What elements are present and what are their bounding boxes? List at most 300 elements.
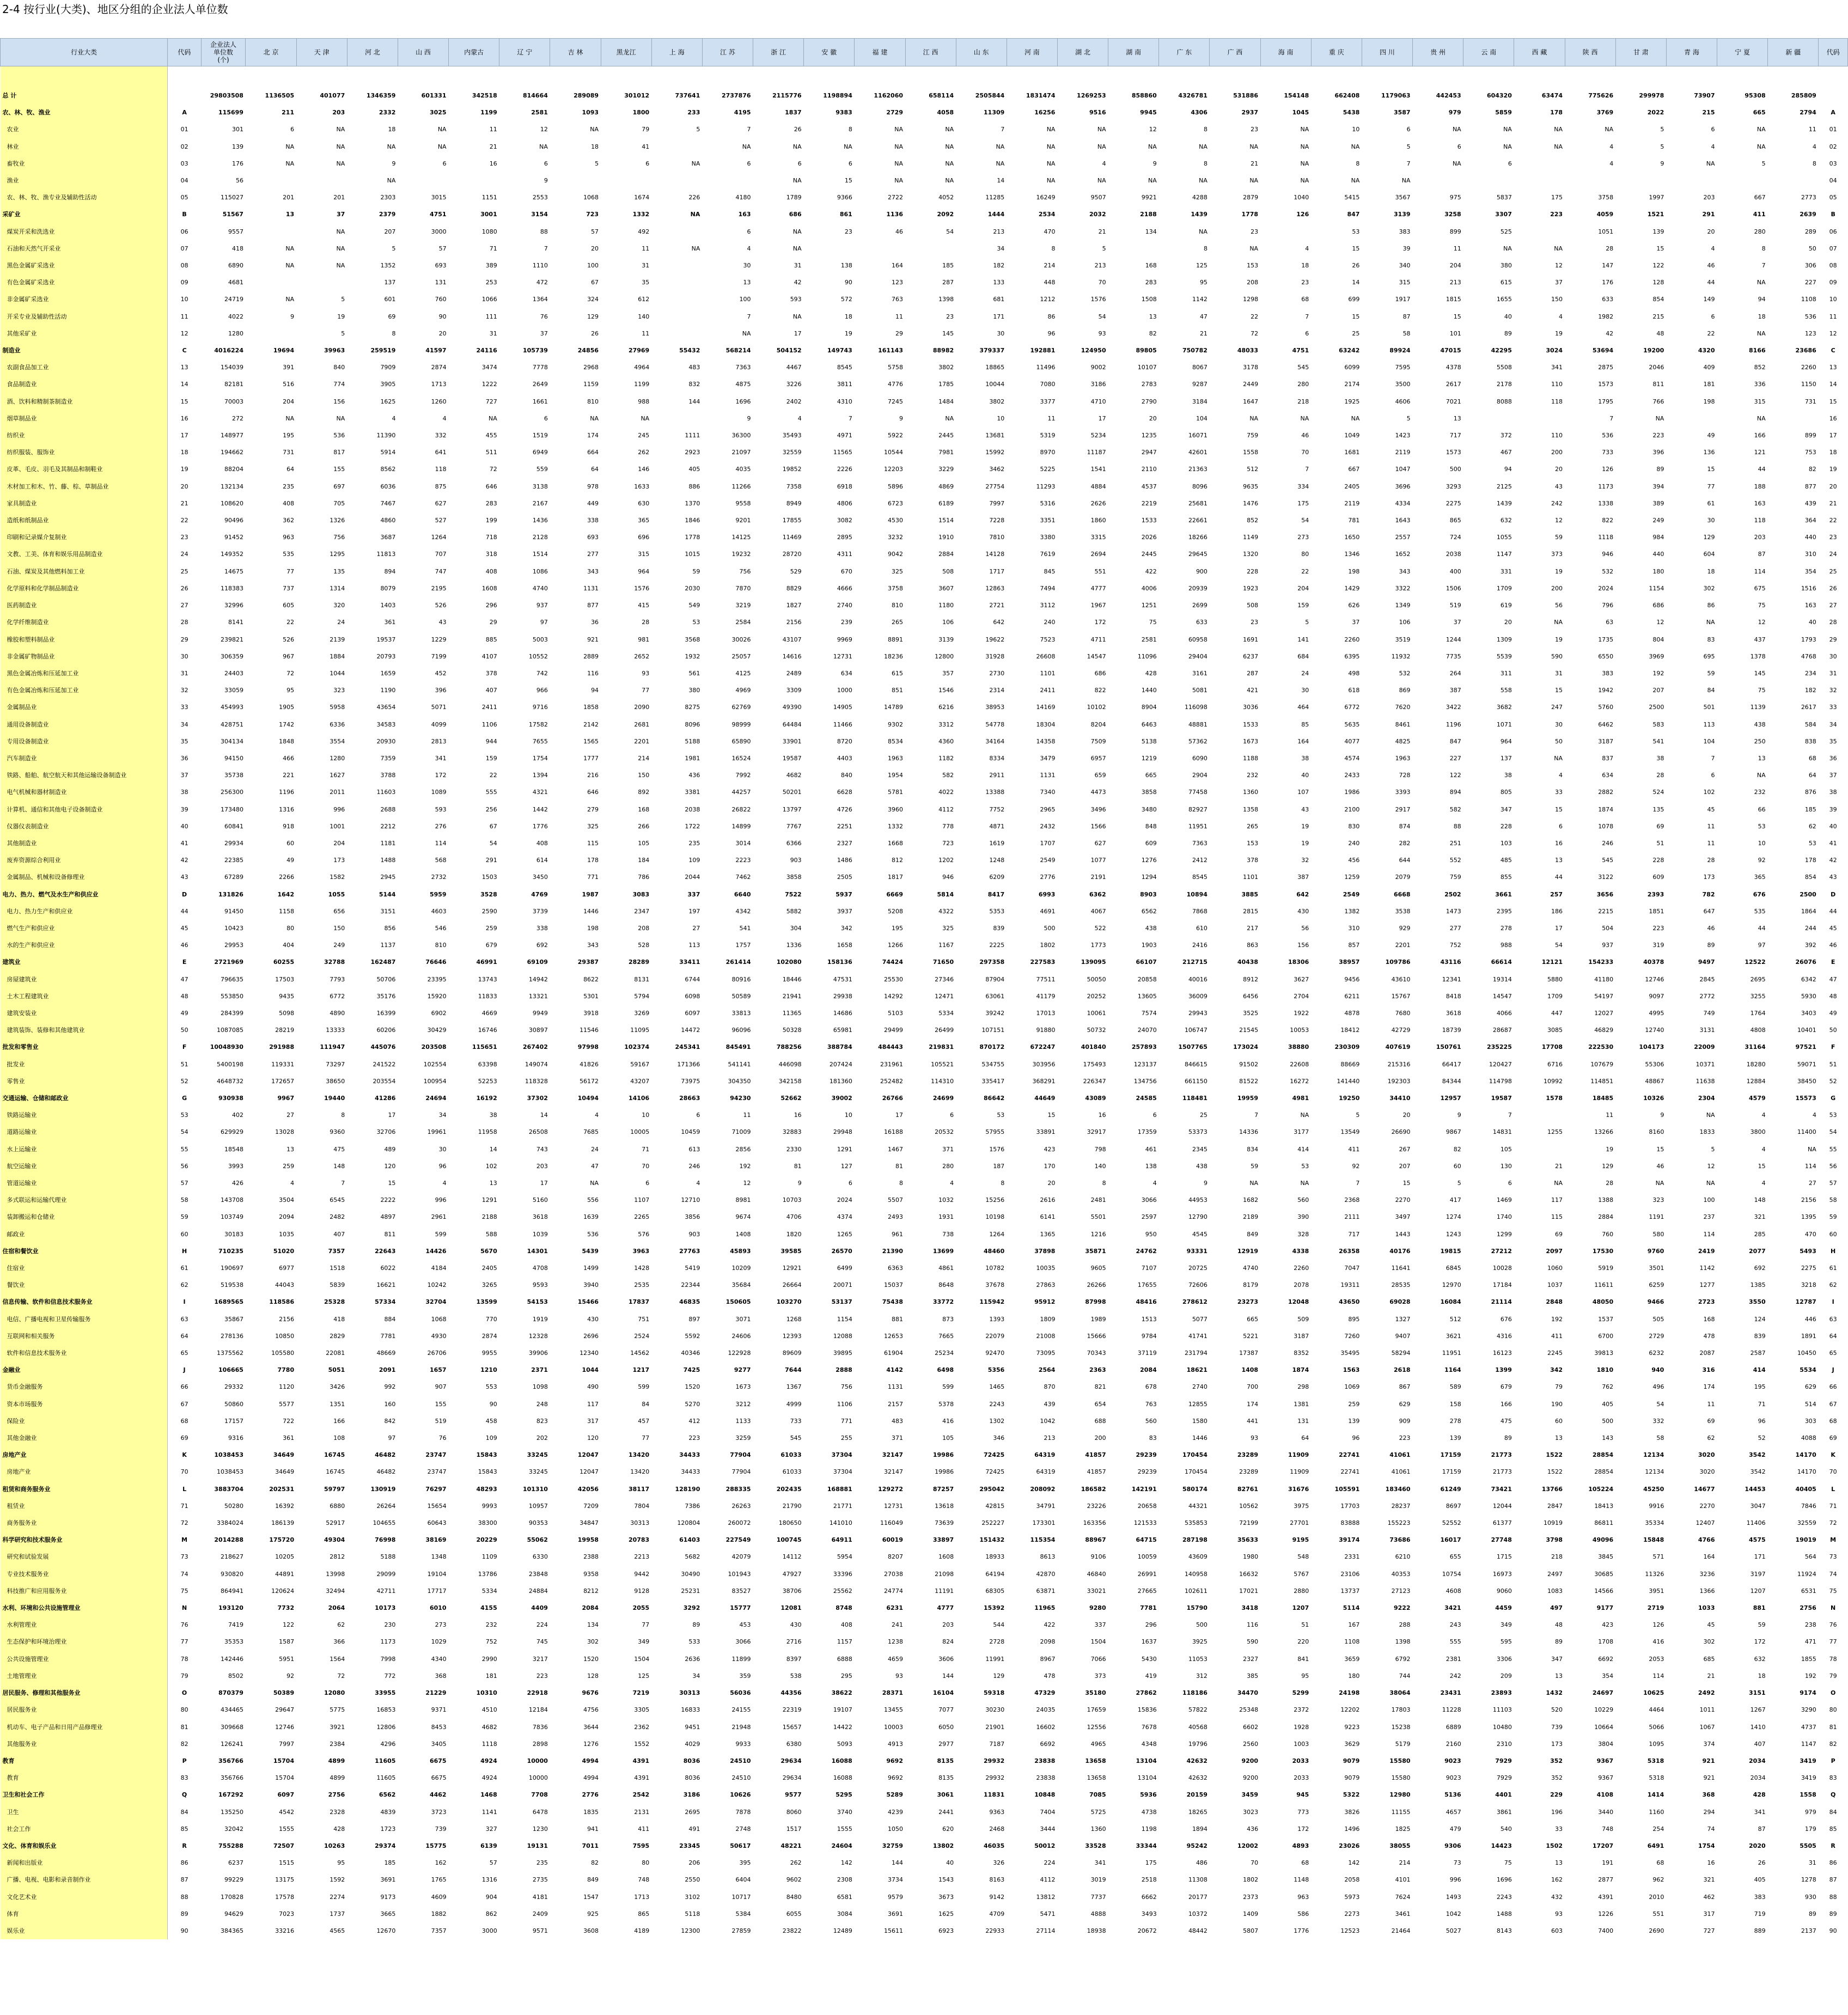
value-cell: 15 — [1402, 1180, 1411, 1187]
value-cell: 206 — [688, 1859, 700, 1867]
value-cell: 46035 — [984, 1842, 1005, 1849]
value-cell: 29948 — [833, 1128, 852, 1136]
value-cell: 497 — [1550, 1604, 1563, 1612]
value-cell: 9195 — [1292, 1536, 1309, 1544]
value-cell: 679 — [1500, 1383, 1512, 1391]
value-cell: 3739 — [532, 907, 548, 915]
value-cell: 59 — [692, 567, 700, 575]
value-cell: 33344 — [1136, 1842, 1157, 1849]
value-cell: 19959 — [1237, 1094, 1259, 1102]
value-cell: 196 — [1551, 1808, 1563, 1816]
value-cell: 10053 — [1290, 1027, 1309, 1034]
value-cell: 44356 — [780, 1689, 802, 1697]
value-cell: 10754 — [1442, 1570, 1461, 1578]
value-cell: 496 — [1652, 1383, 1664, 1391]
value-cell: 5635 — [1344, 720, 1360, 728]
value-cell: 489 — [384, 1145, 396, 1153]
value-cell: 2405 — [481, 1265, 497, 1272]
value-cell: 150605 — [725, 1298, 751, 1306]
value-cell: 104 — [1196, 414, 1207, 422]
value-cell: 9692 — [888, 1774, 903, 1782]
header-code-right: 代码 — [1819, 39, 1848, 66]
industry-name-cell: 农业 — [1, 121, 168, 138]
value-cell — [601, 172, 651, 189]
value-cell: 629 — [1399, 1400, 1411, 1408]
value-cell: 5882 — [786, 907, 802, 915]
value-cell: 378 — [1247, 857, 1259, 864]
value-cell: 29932 — [984, 1757, 1005, 1764]
value-cell: 223 — [536, 1672, 548, 1680]
value-cell: 219831 — [929, 1043, 954, 1051]
value-cell: 4 — [1761, 1145, 1766, 1153]
value-cell: 26991 — [1137, 1570, 1157, 1578]
value-cell: 34 — [997, 245, 1005, 252]
value-cell: 848 — [1145, 822, 1157, 830]
value-cell: 4006 — [1141, 584, 1157, 592]
value-cell: 120 — [384, 1162, 396, 1170]
value-cell: 35334 — [1645, 1519, 1664, 1527]
value-cell: 95 — [286, 687, 295, 694]
value-cell: 727 — [1703, 1927, 1715, 1934]
value-cell: 2649 — [532, 381, 548, 388]
value-cell: 590 — [1551, 652, 1563, 660]
value-cell: 5775 — [330, 1706, 345, 1714]
value-cell: 408 — [485, 567, 497, 575]
value-cell: 447 — [1551, 1009, 1563, 1017]
value-cell: 627 — [1094, 839, 1106, 847]
value-cell: 9945 — [1140, 109, 1157, 117]
value-cell: 69 — [1555, 1230, 1563, 1238]
value-cell: 2160 — [1446, 1740, 1461, 1748]
value-cell: 8967 — [1040, 1655, 1056, 1663]
value-cell: 5 — [696, 126, 700, 133]
value-cell: 1365 — [1040, 1230, 1056, 1238]
value-cell: 411 — [1551, 1332, 1563, 1340]
value-cell: 16 — [1707, 1859, 1715, 1867]
value-cell: 4464 — [1649, 1706, 1664, 1714]
value-cell: 19131 — [527, 1842, 548, 1849]
value-cell: 11469 — [782, 534, 802, 541]
value-cell: 2078 — [1294, 1281, 1309, 1289]
industry-name-cell: 水上运输业 — [1, 1141, 168, 1158]
code-cell-right: 75 — [1829, 1587, 1837, 1595]
value-cell: 3422 — [1446, 704, 1461, 711]
industry-name-cell: 研究和试验发展 — [1, 1548, 168, 1565]
value-cell: 13786 — [478, 1570, 497, 1578]
value-cell: 508 — [1247, 602, 1259, 609]
value-cell: 1468 — [480, 1791, 497, 1799]
value-cell: 1633 — [634, 483, 650, 490]
value-cell: 16249 — [1036, 194, 1056, 202]
code-cell-right: 30 — [1829, 652, 1837, 660]
value-cell: 409 — [1703, 364, 1715, 371]
value-cell: 7804 — [634, 1502, 650, 1510]
value-cell: 332 — [435, 432, 447, 439]
value-cell: 555 — [1449, 1638, 1461, 1646]
value-cell: 172657 — [271, 1077, 295, 1085]
value-cell: 341 — [435, 754, 447, 762]
value-cell: 326 — [993, 1859, 1005, 1867]
value-cell: 12855 — [1188, 1400, 1207, 1408]
industry-name-cell: 电力、热力生产和供应业 — [1, 903, 168, 920]
value-cell: 2303 — [380, 194, 396, 202]
value-cell: 12746 — [275, 1723, 295, 1731]
value-cell: 383 — [1754, 1893, 1766, 1901]
total-value-cell: 454993 — [220, 704, 243, 711]
value-cell: 1467 — [888, 1145, 903, 1153]
value-cell: 30429 — [427, 1027, 447, 1034]
table-row — [1, 1141, 1848, 1158]
code-cell: 58 — [168, 1192, 201, 1208]
value-cell: 548 — [1297, 1553, 1309, 1561]
value-cell: 23345 — [679, 1842, 700, 1849]
value-cell: 5081 — [1192, 687, 1207, 694]
table-row — [1, 427, 1848, 444]
value-cell: 7929 — [1496, 1774, 1512, 1782]
value-cell: 53 — [1758, 822, 1766, 830]
value-cell: NA — [742, 143, 751, 150]
value-cell: 150 — [333, 924, 345, 932]
value-cell: 438 — [1196, 1162, 1207, 1170]
total-value-cell: 301 — [231, 126, 243, 133]
value-cell: 140 — [638, 313, 650, 320]
industry-name-cell: 其他金融业 — [1, 1430, 168, 1446]
value-cell: 30 — [743, 262, 751, 270]
value-cell: 46 — [1707, 924, 1715, 932]
value-cell: 5356 — [987, 1366, 1005, 1374]
value-cell: 63474 — [1541, 92, 1563, 99]
value-cell: 1398 — [1395, 1638, 1411, 1646]
value-cell: 5781 — [888, 789, 903, 796]
value-cell: 642 — [1296, 890, 1309, 898]
value-cell: 1360 — [1243, 789, 1259, 796]
value-cell: 394 — [1652, 483, 1664, 490]
value-cell: 718 — [485, 534, 497, 541]
value-cell: 48221 — [780, 1842, 802, 1849]
industry-name-cell: 水利、环境和公共设施管理业 — [1, 1599, 168, 1616]
value-cell: 6562 — [379, 1791, 396, 1799]
value-cell: 3788 — [380, 772, 396, 779]
value-cell: 13420 — [628, 1451, 650, 1459]
value-cell: 6237 — [1243, 652, 1259, 660]
value-cell: 967 — [283, 652, 295, 660]
value-cell: 10626 — [730, 1791, 751, 1799]
value-cell: 61403 — [679, 1536, 700, 1544]
value-cell: 209 — [1500, 1672, 1512, 1680]
value-cell: 10173 — [375, 1604, 396, 1612]
code-cell-right: 69 — [1829, 1434, 1837, 1442]
value-cell: 64319 — [1036, 1468, 1056, 1476]
header-code: 代码 — [168, 39, 201, 66]
value-cell: 32706 — [376, 1128, 396, 1136]
value-cell: 26076 — [1795, 958, 1816, 966]
value-cell: 61904 — [884, 1350, 903, 1357]
value-cell: 207424 — [829, 1060, 852, 1068]
value-cell: 118 — [1754, 517, 1766, 524]
value-cell: 7209 — [583, 1502, 599, 1510]
value-cell: NA — [894, 177, 903, 185]
value-cell: 996 — [333, 805, 345, 813]
value-cell: 8179 — [1243, 1281, 1259, 1289]
value-cell: 5289 — [886, 1791, 903, 1799]
value-cell: 3312 — [938, 720, 954, 728]
value-cell: 282 — [1399, 839, 1411, 847]
value-cell: 1740 — [1496, 1213, 1512, 1221]
value-cell: 1855 — [1801, 1655, 1816, 1663]
value-cell: 6 — [848, 160, 852, 167]
value-cell: 1465 — [989, 1383, 1005, 1391]
value-cell: 303956 — [1032, 1060, 1056, 1068]
value-cell: 615 — [892, 669, 903, 677]
header-row — [1, 39, 1848, 66]
value-cell: 343 — [587, 942, 599, 949]
code-cell: 25 — [168, 563, 201, 580]
header-region: 浙 江 — [753, 39, 804, 66]
value-cell: 9916 — [1649, 1502, 1664, 1510]
industry-name-cell: 煤炭开采和洗选业 — [1, 223, 168, 240]
value-cell: 12047 — [580, 1468, 599, 1476]
value-cell: 2034 — [1749, 1757, 1766, 1764]
value-cell: NA — [1756, 329, 1766, 337]
code-cell-right: 86 — [1829, 1859, 1837, 1867]
value-cell: 10371 — [1695, 1060, 1715, 1068]
value-cell: 1874 — [1598, 805, 1614, 813]
value-cell: 97521 — [1795, 1043, 1816, 1051]
value-cell: NA — [792, 228, 802, 235]
value-cell: 2260 — [1294, 1265, 1309, 1272]
header-region: 广 西 — [1210, 39, 1260, 66]
value-cell: 4316 — [1496, 1332, 1512, 1340]
value-cell: 1715 — [1496, 1553, 1512, 1561]
value-cell: 12002 — [1237, 1842, 1259, 1849]
value-cell: 3627 — [1294, 975, 1309, 983]
value-cell: 63242 — [1339, 347, 1360, 355]
value-cell: 15 — [1656, 1145, 1664, 1153]
value-cell: 2079 — [1395, 874, 1411, 881]
value-cell: 158136 — [827, 958, 852, 966]
value-cell: 111947 — [320, 1043, 345, 1051]
value-cell: 15704 — [275, 1774, 295, 1782]
value-cell: 176 — [1602, 279, 1614, 286]
value-cell: 16256 — [1034, 109, 1056, 117]
value-cell: 546 — [435, 924, 447, 932]
value-cell: 134 — [587, 1621, 599, 1629]
value-cell: 1346 — [1344, 551, 1360, 558]
value-cell: 10894 — [1186, 890, 1207, 898]
code-cell-right: 23 — [1829, 534, 1837, 541]
value-cell: 52552 — [1442, 1519, 1461, 1527]
value-cell: 19958 — [577, 1536, 599, 1544]
value-cell: 59167 — [630, 1060, 650, 1068]
value-cell: 102 — [485, 1162, 497, 1170]
value-cell: 5415 — [1344, 194, 1360, 202]
value-cell: 10703 — [782, 1196, 802, 1204]
value-cell: 1039 — [532, 1230, 548, 1238]
value-cell: 45 — [1707, 805, 1715, 813]
value-cell: 984 — [1652, 534, 1664, 541]
value-cell: 4682 — [481, 1723, 497, 1731]
value-cell: 17013 — [1036, 1009, 1056, 1017]
value-cell: 405 — [1602, 1400, 1614, 1408]
value-cell: 32147 — [884, 1468, 903, 1476]
value-cell: 15392 — [984, 1604, 1005, 1612]
code-cell-right: 53 — [1829, 1112, 1837, 1119]
value-cell: 724 — [1449, 534, 1461, 541]
code-cell-right: 17 — [1829, 432, 1837, 439]
value-cell: 1848 — [279, 737, 295, 745]
value-cell: 6628 — [837, 789, 852, 796]
value-cell: 4808 — [1750, 1027, 1766, 1034]
value-cell: NA — [1756, 143, 1766, 150]
value-cell: 3618 — [1446, 1009, 1461, 1017]
code-cell: 39 — [168, 801, 201, 818]
value-cell: 3259 — [735, 1434, 751, 1442]
value-cell: 19 — [1606, 1145, 1614, 1153]
value-cell: 115651 — [472, 1043, 497, 1051]
code-cell: 60 — [168, 1226, 201, 1243]
value-cell: 93331 — [1186, 1247, 1207, 1255]
value-cell: 2331 — [1344, 1553, 1360, 1561]
value-cell: 811 — [1652, 381, 1664, 388]
value-cell: 33891 — [1036, 1128, 1056, 1136]
value-cell: 7085 — [1089, 1791, 1106, 1799]
value-cell: 217 — [1247, 924, 1259, 932]
value-cell: 1661 — [532, 398, 548, 405]
value-cell: 18739 — [1442, 1027, 1461, 1034]
value-cell: 85 — [1301, 720, 1309, 728]
value-cell: 72507 — [273, 1842, 295, 1849]
value-cell: 12556 — [1087, 1723, 1106, 1731]
value-cell: 116049 — [880, 1519, 903, 1527]
value-cell: 54 — [1555, 942, 1563, 949]
value-cell: 1408 — [1241, 1366, 1259, 1374]
total-value-cell: 91450 — [224, 907, 243, 915]
value-cell: 39813 — [1594, 1350, 1614, 1357]
value-cell: 1446 — [583, 907, 599, 915]
value-cell: NA — [1046, 126, 1056, 133]
value-cell: 11605 — [375, 1757, 396, 1764]
value-cell: 89 — [1808, 1910, 1816, 1918]
value-cell: 115942 — [979, 1298, 1005, 1306]
value-cell: 52917 — [326, 1519, 345, 1527]
value-cell: 4338 — [1292, 1247, 1309, 1255]
value-cell: 2961 — [431, 1213, 447, 1221]
value-cell: 129 — [1602, 1162, 1614, 1170]
value-cell: 13321 — [528, 992, 548, 1000]
table-row-section — [1, 1531, 1848, 1548]
value-cell: 27212 — [1491, 1247, 1512, 1255]
value-cell: 870172 — [979, 1043, 1005, 1051]
value-cell: 6 — [544, 160, 548, 167]
value-cell: 257893 — [1131, 1043, 1157, 1051]
value-cell: 137 — [1500, 754, 1512, 762]
value-cell: 4391 — [634, 1774, 650, 1782]
code-cell: G — [168, 1090, 201, 1107]
value-cell: NA — [996, 160, 1005, 167]
value-cell: 7245 — [888, 398, 903, 405]
value-cell: 719 — [1754, 1910, 1766, 1918]
value-cell: 197 — [688, 907, 700, 915]
value-cell: 2626 — [1090, 499, 1106, 507]
value-cell: 172 — [435, 772, 447, 779]
value-cell: 37 — [1453, 619, 1461, 626]
value-cell: 4965 — [1090, 1740, 1106, 1748]
value-cell: 551 — [1652, 1910, 1664, 1918]
value-cell: 6330 — [532, 1553, 548, 1561]
value-cell: 136 — [1703, 449, 1715, 456]
value-cell: 30313 — [630, 1519, 650, 1527]
value-cell: 222530 — [1588, 1043, 1614, 1051]
value-cell: 595 — [1500, 1638, 1512, 1646]
total-value-cell: 1038453 — [216, 1468, 243, 1476]
value-cell: 260072 — [728, 1519, 751, 1527]
value-cell: 921 — [587, 636, 599, 643]
value-cell: 2125 — [1496, 483, 1512, 490]
value-cell: 4391 — [632, 1757, 650, 1764]
value-cell: 2226 — [837, 466, 852, 473]
code-cell: D — [168, 886, 201, 903]
value-cell: 549 — [688, 602, 700, 609]
value-cell: 1802 — [1040, 942, 1056, 949]
value-cell: 1619 — [989, 839, 1005, 847]
value-cell: 2590 — [481, 907, 497, 915]
value-cell — [1565, 172, 1615, 189]
value-cell: 2721 — [989, 602, 1005, 609]
value-cell: 25 — [1352, 329, 1360, 337]
code-cell: 44 — [168, 903, 201, 920]
value-cell: 7998 — [380, 1655, 396, 1663]
value-cell: 2087 — [1699, 1350, 1715, 1357]
value-cell: 41179 — [1036, 992, 1056, 1000]
value-cell: 26358 — [1339, 1247, 1360, 1255]
value-cell: 250 — [1754, 737, 1766, 745]
value-cell: 5577 — [279, 1400, 295, 1408]
value-cell: 534755 — [981, 1060, 1005, 1068]
value-cell: 103270 — [776, 1298, 802, 1306]
value-cell: 75438 — [882, 1298, 903, 1306]
value-cell: 4099 — [431, 720, 447, 728]
value-cell: 3019 — [1090, 1876, 1106, 1884]
value-cell: 49096 — [1592, 1536, 1614, 1544]
value-cell: 609 — [1145, 839, 1157, 847]
value-cell: 428 — [1145, 669, 1157, 677]
value-cell: 11638 — [1695, 1077, 1715, 1085]
value-cell: 18306 — [1288, 958, 1309, 966]
value-cell: 603 — [1551, 1927, 1563, 1934]
total-value-cell: 434465 — [220, 1706, 243, 1714]
code-cell-right: 49 — [1829, 1009, 1837, 1017]
value-cell: 12884 — [1746, 1077, 1766, 1085]
value-cell: 3621 — [1446, 1332, 1461, 1340]
value-cell: 1810 — [1596, 1366, 1614, 1374]
value-cell: 13 — [285, 211, 295, 218]
value-cell: 38 — [1301, 754, 1309, 762]
value-cell: 39002 — [831, 1094, 852, 1102]
industry-name-cell: 农副食品加工业 — [1, 359, 168, 376]
value-cell: 13 — [1149, 313, 1157, 320]
value-cell: 4999 — [786, 1400, 802, 1408]
value-cell: 38169 — [425, 1536, 447, 1544]
value-cell: 7077 — [938, 1706, 954, 1714]
value-cell: 2188 — [481, 1213, 497, 1221]
industry-name-cell: 其他服务业 — [1, 1736, 168, 1753]
value-cell: 1831474 — [1026, 92, 1056, 99]
value-cell: 1265 — [837, 1230, 852, 1238]
value-cell: 5954 — [837, 1553, 852, 1561]
value-cell: 4459 — [1495, 1604, 1512, 1612]
value-cell: 321 — [1703, 1876, 1715, 1884]
value-cell: 1722 — [685, 822, 700, 830]
